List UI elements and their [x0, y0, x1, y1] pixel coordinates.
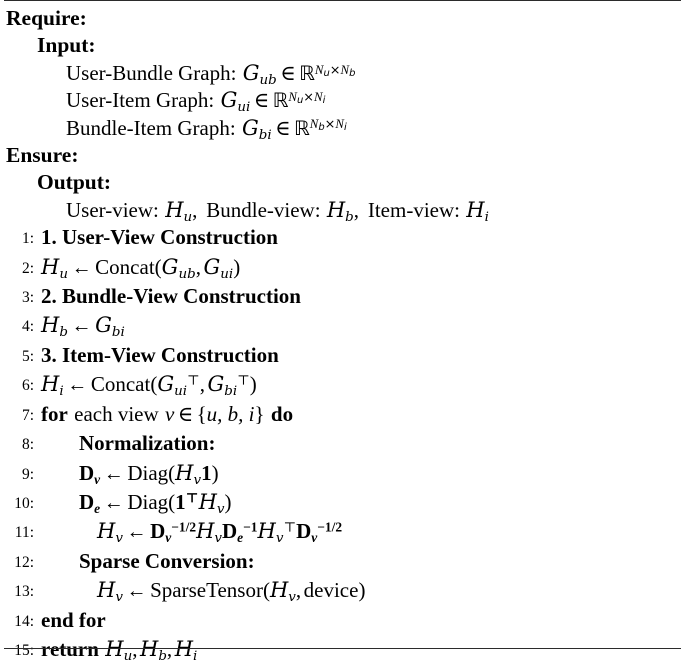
line-number: 15: [14, 641, 34, 659]
set-items: u, b, i [206, 401, 255, 426]
algorithm-step [4, 371, 681, 400]
line-number: 10: [14, 494, 34, 512]
item-view-label: Item-view: [367, 197, 460, 222]
line-number: 4: [21, 318, 34, 336]
algorithm-step [4, 489, 681, 518]
graph-symbol: $G_{ui}$ [220, 88, 251, 115]
step-expression [41, 312, 125, 340]
algorithm-step [4, 283, 681, 312]
graph-symbol: $G_{ub}$ [242, 60, 277, 88]
element-of-icon: ∈ [177, 401, 194, 426]
function-name: Diag [127, 489, 169, 514]
output-label: Output: [37, 170, 112, 195]
assign-arrow-icon: ← [71, 256, 92, 279]
term5-symbol: $D_v^{-1/2}$ [296, 519, 343, 546]
loop-variable: v [164, 401, 175, 426]
lhs-symbol: $H_v$ [97, 578, 123, 605]
step-heading: 2. Bundle-View Construction [41, 284, 301, 309]
lhs-symbol: $H_v$ [97, 519, 123, 547]
input-bundle-item-graph [4, 115, 681, 142]
function-name: Diag [127, 460, 169, 485]
arg-symbol: $H_v$ [269, 578, 296, 605]
term4-symbol: $H_v^⊤$ [257, 519, 297, 547]
degree-matrix-symbol: $D_e$ [79, 489, 101, 516]
for-keyword: for [41, 401, 68, 426]
arg-symbol: $H_v$ [198, 489, 225, 517]
algorithm-step [4, 312, 681, 341]
line-number: 1: [21, 230, 34, 248]
function-name: Concat [90, 372, 151, 397]
output-views [4, 197, 681, 224]
algorithm-step [4, 636, 681, 665]
separator: , [166, 636, 173, 661]
input-label: Input: [37, 33, 96, 58]
line-number: 11: [14, 524, 34, 542]
top-rule [4, 0, 681, 1]
element-of-icon: ∈ [280, 60, 296, 85]
algorithm-step [4, 401, 681, 430]
input-user-item-graph [4, 87, 681, 114]
ensure-line [4, 142, 681, 169]
input-line [4, 32, 681, 59]
function-name: Concat [95, 254, 155, 279]
step-expression: $H_v$ ← $SparseTensor(H_v$, device) [97, 578, 366, 605]
assign-arrow-icon: ← [103, 491, 124, 514]
separator: , [295, 578, 302, 603]
step-expression: $H_i$ ← $Concat(G_{ui}^⊤$, $G_{bi}^⊤$) [41, 372, 257, 400]
lhs-symbol: $H_i$ [41, 372, 64, 400]
real-space-symbol: ℝ$^{Nu\times Ni}$ [272, 88, 326, 113]
user-view-symbol: $H_u$ [165, 197, 193, 225]
algorithm-step [4, 224, 681, 253]
ensure-label: Ensure: [6, 143, 79, 168]
term1-symbol: $D_v^{-1/2}$ [150, 519, 197, 546]
rhs-symbol: $G_{bi}$ [95, 313, 125, 341]
step-subheading: Normalization: [79, 431, 216, 456]
arg1-symbol: $G_{ui}^⊤$ [157, 372, 200, 400]
element-of-icon: ∈ [275, 115, 291, 140]
arg2-symbol: $G_{bi}^⊤$ [207, 372, 250, 400]
algorithm-step [4, 518, 681, 547]
arg2-symbol: $G_{ui}$ [203, 254, 234, 282]
set-close-brace: } [254, 401, 265, 426]
term3-symbol: $D_e^{-1}$ [222, 519, 258, 546]
require-line [4, 5, 681, 32]
input-name: User-Item Graph: [66, 88, 215, 113]
require-label: Require: [6, 6, 87, 30]
end-for-keyword: end for [41, 607, 106, 632]
step-expression: $H_u$ ← $Concat(G_{ub}$, $G_{ui}$) [41, 254, 241, 282]
separator: , [195, 254, 201, 279]
ones-vector: 1 [201, 460, 212, 485]
return-value-3: $H_i$ [174, 636, 198, 664]
output-line [4, 169, 681, 196]
line-number: 13: [14, 583, 34, 601]
assign-arrow-icon: ← [103, 462, 124, 485]
input-user-bundle-graph [4, 60, 681, 87]
line-number: 9: [21, 465, 34, 483]
real-space-symbol: ℝ$^{Nu\times Nb}$ [299, 60, 356, 85]
line-number: 6: [21, 377, 34, 395]
line-number: 14: [14, 612, 34, 630]
algorithm-step [4, 607, 681, 636]
function-name: SparseTensor [150, 578, 263, 603]
degree-matrix-symbol: $D_v$ [79, 460, 101, 487]
step-expression: $D_e$ ← $Diag(1^⊤H_v)$ [79, 489, 232, 517]
algorithm-step [4, 430, 681, 459]
step-heading: 1. User-View Construction [41, 225, 278, 250]
item-view-symbol: $H_i$ [466, 197, 489, 225]
line-number: 8: [21, 436, 34, 454]
term2-symbol: $H_v$ [196, 519, 222, 547]
graph-symbol: $G_{bi}$ [242, 115, 272, 143]
step-expression [41, 518, 342, 546]
step-expression: $D_v$ ← $Diag(H_v1)$ [79, 460, 219, 488]
algorithm-body [4, 4, 681, 665]
bundle-view-symbol: $H_b$ [326, 197, 354, 225]
element-of-icon: ∈ [253, 88, 270, 113]
separator: , [192, 197, 198, 222]
algorithm-step [4, 254, 681, 283]
return-value-2: $H_b$ [139, 636, 167, 664]
for-statement [41, 401, 293, 428]
bottom-rule [4, 648, 681, 649]
set-open-brace: { [196, 401, 207, 426]
assign-arrow-icon: ← [126, 580, 147, 603]
do-keyword: do [270, 401, 294, 426]
for-text: each view [74, 401, 159, 426]
lhs-symbol: $H_b$ [41, 313, 68, 341]
lhs-symbol: $H_u$ [41, 254, 68, 282]
algorithm-step [4, 577, 681, 606]
device-arg: device [303, 578, 359, 603]
ones-vector: 1⊤ [175, 489, 199, 514]
user-view-label: User-view: [66, 197, 159, 222]
arg1-symbol: $G_{ub}$ [161, 254, 196, 282]
step-heading: 3. Item-View Construction [41, 342, 279, 367]
line-number: 2: [21, 259, 34, 277]
assign-arrow-icon: ← [71, 315, 92, 338]
algorithm-step [4, 460, 681, 489]
line-number: 12: [14, 553, 34, 571]
line-number: 7: [21, 406, 34, 424]
return-keyword: return [41, 636, 99, 661]
step-subheading: Sparse Conversion: [79, 548, 255, 573]
arg-symbol: $H_v$ [175, 460, 202, 488]
bundle-view-label: Bundle-view: [206, 197, 321, 222]
algorithm-step [4, 342, 681, 371]
return-statement [41, 636, 197, 663]
assign-arrow-icon: ← [126, 521, 147, 544]
input-name: User-Bundle Graph: [66, 60, 237, 85]
real-space-symbol: ℝ$^{Nb\times Ni}$ [293, 115, 347, 140]
line-number: 5: [21, 347, 34, 365]
line-number: 3: [21, 289, 34, 307]
separator: , [199, 372, 205, 397]
separator: , [353, 197, 360, 222]
return-value-1: $H_u$ [105, 636, 133, 664]
algorithm-step [4, 548, 681, 577]
separator: , [132, 636, 138, 661]
assign-arrow-icon: ← [67, 374, 88, 397]
input-name: Bundle-Item Graph: [66, 115, 236, 140]
